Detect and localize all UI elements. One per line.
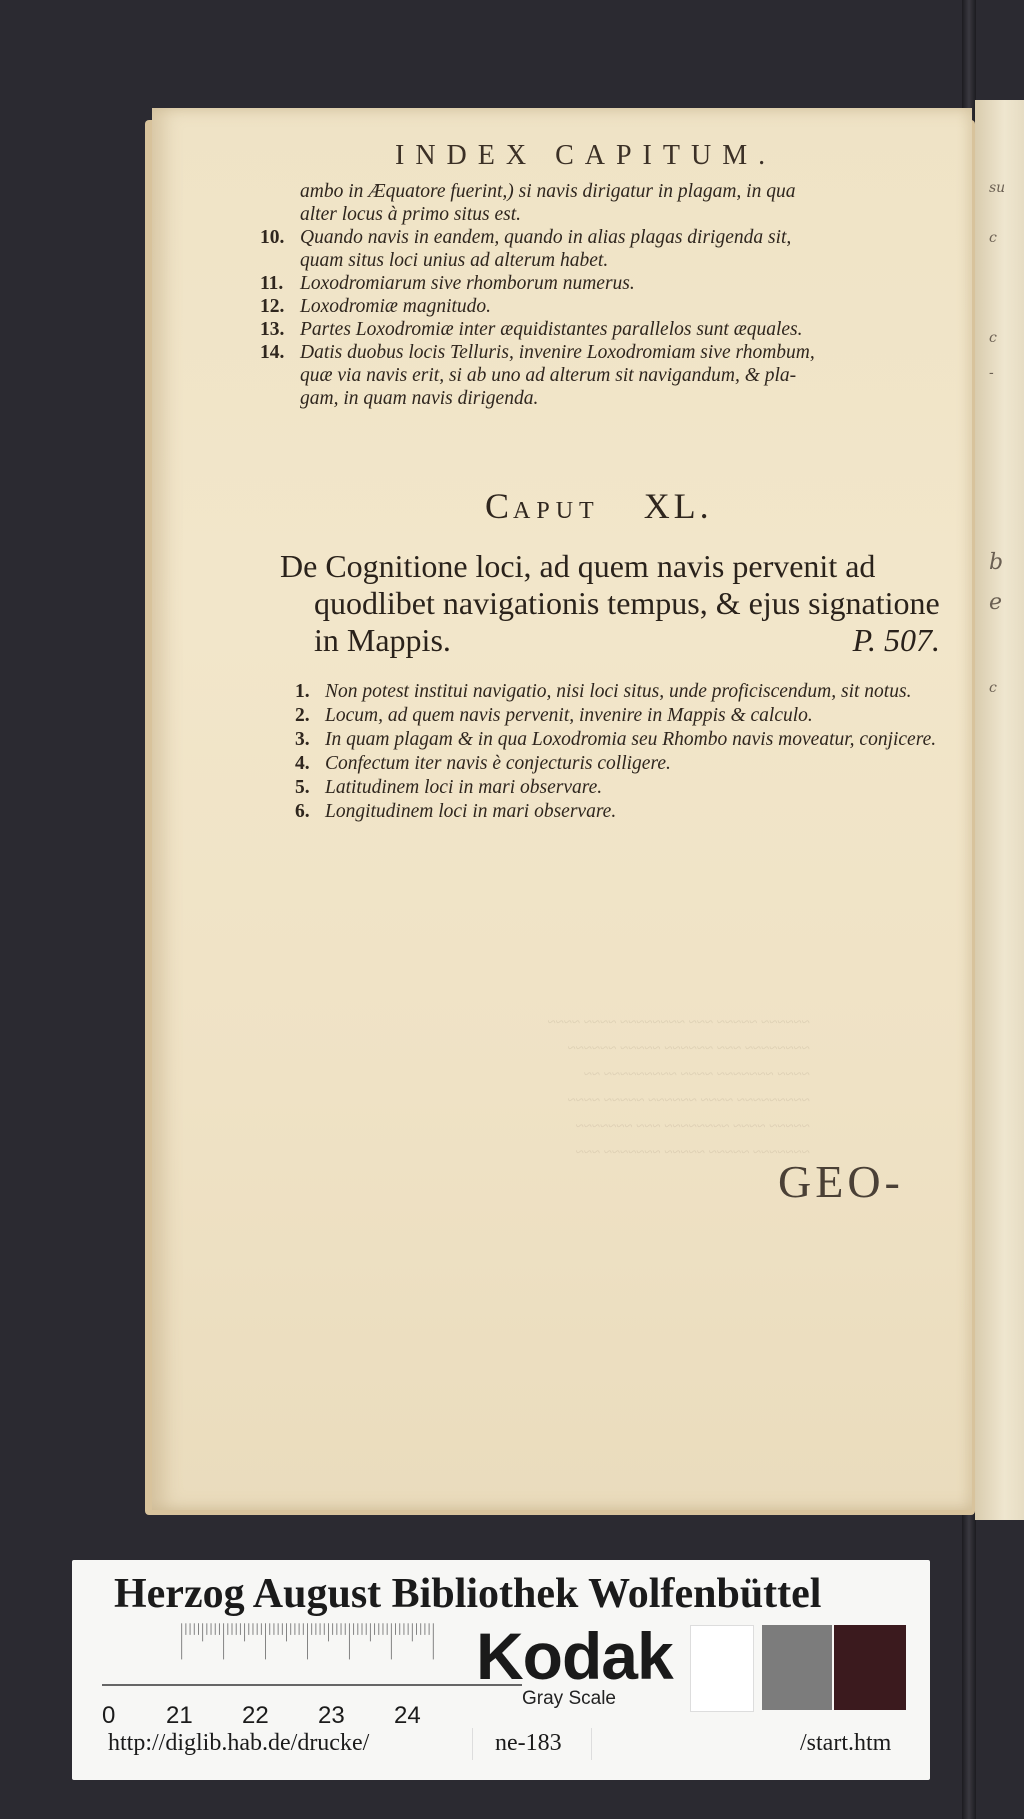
- index-line-text: alter locus à primo situs est.: [300, 204, 522, 225]
- chapter-label: APUT: [513, 498, 600, 524]
- contents-text: Latitudinem loci in mari observare.: [325, 777, 603, 798]
- contents-number: 4.: [295, 753, 310, 774]
- chapter-heading-line: De Cognitione loci, ad quem navis pervenit ad: [280, 548, 876, 584]
- chapter-heading-line: in Mappis.: [314, 622, 451, 658]
- index-line: [260, 272, 940, 295]
- index-line-text: ambo in Æquatore fuerint,) si navis dirigatur in plagam, in qua: [300, 181, 796, 202]
- index-line-text: gam, in quam navis dirigenda.: [300, 388, 539, 409]
- scale-ruler: [102, 1622, 522, 1729]
- scale-number: 22: [242, 1702, 269, 1729]
- index-line: [260, 364, 940, 387]
- dark-swatch: [834, 1625, 906, 1710]
- index-continuation: [260, 180, 940, 410]
- index-line-text: Loxodromiæ magnitudo.: [300, 296, 492, 317]
- chapter-title: [485, 485, 745, 527]
- running-head: INDEX CAPITUM.: [395, 140, 777, 171]
- index-number: 12.: [260, 296, 285, 317]
- contents-text: Non potest institui navigatio, nisi loci situs, unde proficiscendum, sit notus.: [325, 681, 912, 702]
- contents-item: [295, 704, 945, 728]
- chapter-heading: [280, 548, 940, 659]
- gray-scale-label: Gray Scale: [522, 1688, 616, 1709]
- index-line: [260, 341, 940, 364]
- kodak-logo: Kodak: [476, 1619, 673, 1693]
- index-line-text: Datis duobus locis Telluris, invenire Loxodromiam sive rhombum,: [300, 342, 815, 363]
- contents-number: 1.: [295, 681, 310, 702]
- contents-text: Longitudinem loci in mari observare.: [325, 801, 617, 822]
- contents-number: 6.: [295, 801, 310, 822]
- scale-number: 24: [394, 1702, 421, 1729]
- index-line-text: Quando navis in eandem, quando in alias plagas dirigenda sit,: [300, 227, 792, 248]
- contents-item: [295, 728, 945, 752]
- chapter-label-cap: C: [485, 486, 514, 526]
- contents-item: [295, 800, 945, 824]
- library-title: Herzog August Bibliothek Wolfenbüttel: [114, 1571, 822, 1617]
- contents-number: 5.: [295, 777, 310, 798]
- white-swatch: [690, 1625, 754, 1712]
- index-number: 13.: [260, 319, 285, 340]
- url-right: /start.htm: [800, 1730, 892, 1756]
- contents-item: [295, 752, 945, 776]
- page-reference: P. 507.: [852, 622, 940, 658]
- adjacent-page-edge: su c c - b e c: [975, 100, 1024, 1520]
- index-line-text: Partes Loxodromiæ inter æquidistantes parallelos sunt æquales.: [300, 319, 803, 340]
- contents-text: In quam plagam & in qua Loxodromia seu Rhombo navis moveatur, conjicere.: [325, 729, 937, 750]
- index-line: [260, 387, 940, 410]
- index-line: [260, 318, 940, 341]
- index-number: 11.: [260, 273, 284, 294]
- scale-number: 0: [102, 1702, 116, 1729]
- index-line: [260, 180, 940, 203]
- color-target-card: [72, 1560, 930, 1780]
- scale-number: 23: [318, 1702, 345, 1729]
- index-line: [260, 226, 940, 249]
- index-line-text: quam situs loci unius ad alterum habet.: [300, 250, 609, 271]
- index-line: [260, 249, 940, 272]
- index-line-text: quæ via navis erit, si ab uno ad alterum sit navigandum, & pla-: [300, 365, 797, 386]
- contents-text: Confectum iter navis è conjecturis colligere.: [325, 753, 671, 774]
- scale-number: 21: [166, 1702, 193, 1729]
- url-left: http://diglib.hab.de/drucke/: [108, 1730, 370, 1756]
- ruler-ticks: [102, 1622, 522, 1662]
- chapter-contents: [295, 680, 945, 824]
- gray-swatch: [762, 1625, 832, 1710]
- index-number: 14.: [260, 342, 285, 363]
- catchword: GEO-: [778, 1156, 904, 1207]
- bleed-through-text: ~~~~~~ ~~~~~ ~~~ ~~~~~~~~ ~~~~ ~~~~ ~~~~~~~~ ~~~ ~~~~~~ ~~~~~ ~~~~~~ ~~~~ ~~~~~~~ ~~~~ ~~~~~~~~~ ~~ ~~~~~~~~~ ~~~~ ~~~~~~ ~~~~~ ~~~~ ~~~~~ ~~~~ ~~~~~~~~ ~~~ ~~~~~~~ ~~~~~~~ ~~~~~ ~~~~~ ~~~~~~~ ~~~: [547, 1015, 810, 1161]
- contents-item: [295, 680, 945, 704]
- contents-text: Locum, ad quem navis pervenit, invenire in Mappis & calculo.: [325, 705, 813, 726]
- index-line: [260, 203, 940, 226]
- contents-number: 3.: [295, 729, 310, 750]
- contents-number: 2.: [295, 705, 310, 726]
- index-number: 10.: [260, 227, 285, 248]
- index-line: [260, 295, 940, 318]
- chapter-number: XL.: [643, 486, 713, 526]
- contents-item: [295, 776, 945, 800]
- index-line-text: Loxodromiarum sive rhomborum numerus.: [300, 273, 635, 294]
- chapter-heading-line: quodlibet navigationis tempus, & ejus signatione: [314, 585, 940, 621]
- url-middle: ne-183: [495, 1730, 562, 1756]
